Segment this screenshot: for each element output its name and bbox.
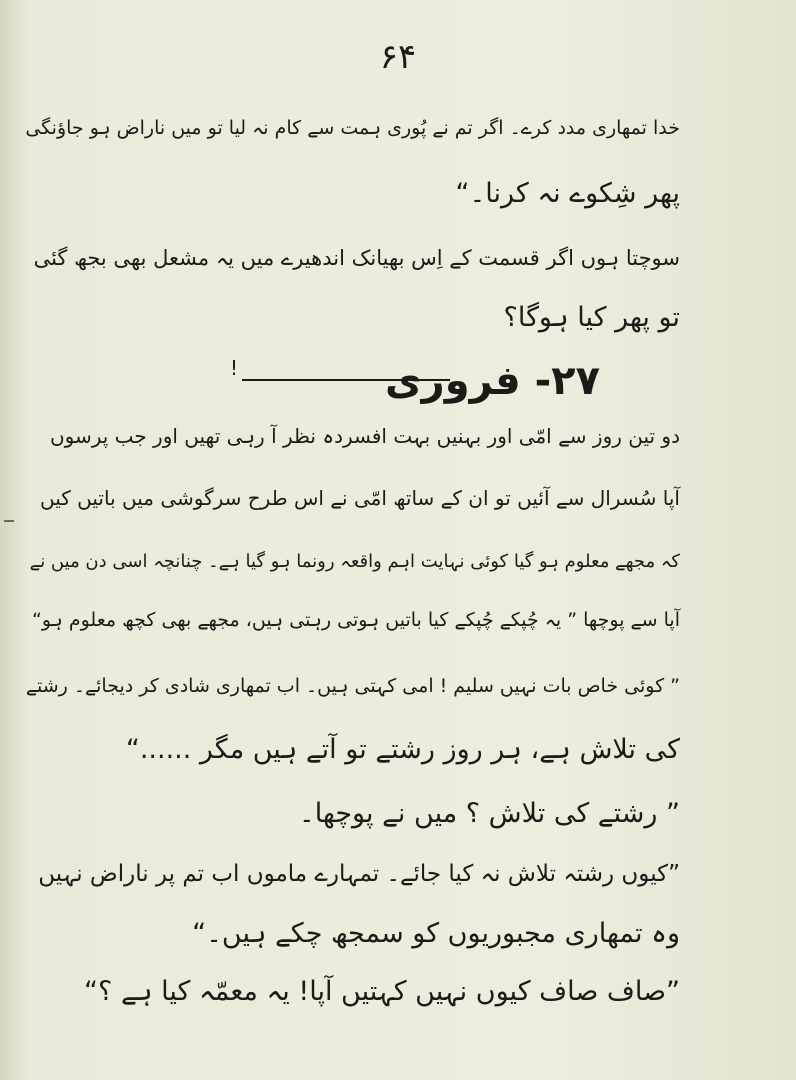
text-line-9: ” کوئی خاص بات نہیں سلیم ! امی کہتی ہیں۔ اب تمھاری شادی کر دیجائے۔ رشتے	[25, 675, 680, 697]
date-heading: ۲۷- فروری	[385, 358, 600, 404]
heading-mark: !	[230, 356, 239, 380]
page-number: ۶۴	[379, 37, 417, 77]
text-line-4: تو پھر کیا ہوگا؟	[503, 302, 680, 333]
text-line-5: دو تین روز سے امّی اور بہنیں بہت افسردہ نظر آ رہی تھیں اور جب پرسوں	[49, 424, 680, 448]
date-heading-row	[200, 352, 600, 412]
text-line-2: پھر شِکوے نہ کرنا۔“	[455, 178, 680, 209]
text-line-14: ”صاف صاف کیوں نہیں کہتیں آپا! یہ معمّہ کیا ہے ؟“	[84, 976, 680, 1007]
text-line-12: ”کیوں رشتہ تلاش نہ کیا جائے۔ تمہارے ماموں اب تم پر ناراض نہیں	[38, 861, 680, 887]
text-line-8: آپا سے پوچھا ” یہ چُپکے چُپکے کیا باتیں ہوتی رہتی ہیں، مجھے بھی کچھ معلوم ہو“	[32, 609, 680, 631]
text-line-13: وہ تمھاری مجبوریوں کو سمجھ چکے ہیں۔“	[192, 918, 680, 949]
margin-mark	[4, 520, 14, 522]
text-line-11: ” رشتے کی تلاش ؟ میں نے پوچھا۔	[298, 798, 680, 829]
heading-rule	[242, 379, 450, 381]
text-line-6: آپا سُسرال سے آئیں تو ان کے ساتھ امّی نے اس طرح سرگوشی میں باتیں کیں	[40, 486, 680, 510]
text-line-3: سوچتا ہوں اگر قسمت کے اِس بھیانک اندھیرے میں یہ مشعل بھی بجھ گئی	[33, 246, 680, 270]
text-line-10: کی تلاش ہے، ہر روز رشتے تو آتے ہیں مگر ......“	[125, 734, 680, 765]
text-line-1: خدا تمھاری مدد کرے۔ اگر تم نے پُوری ہمت سے کام نہ لیا تو میں ناراض ہو جاؤنگی	[25, 117, 680, 139]
text-line-7: کہ مجھے معلوم ہو گیا کوئی نہایت اہم واقعہ رونما ہو گیا ہے۔ چنانچہ اسی دن میں نے	[29, 551, 680, 572]
